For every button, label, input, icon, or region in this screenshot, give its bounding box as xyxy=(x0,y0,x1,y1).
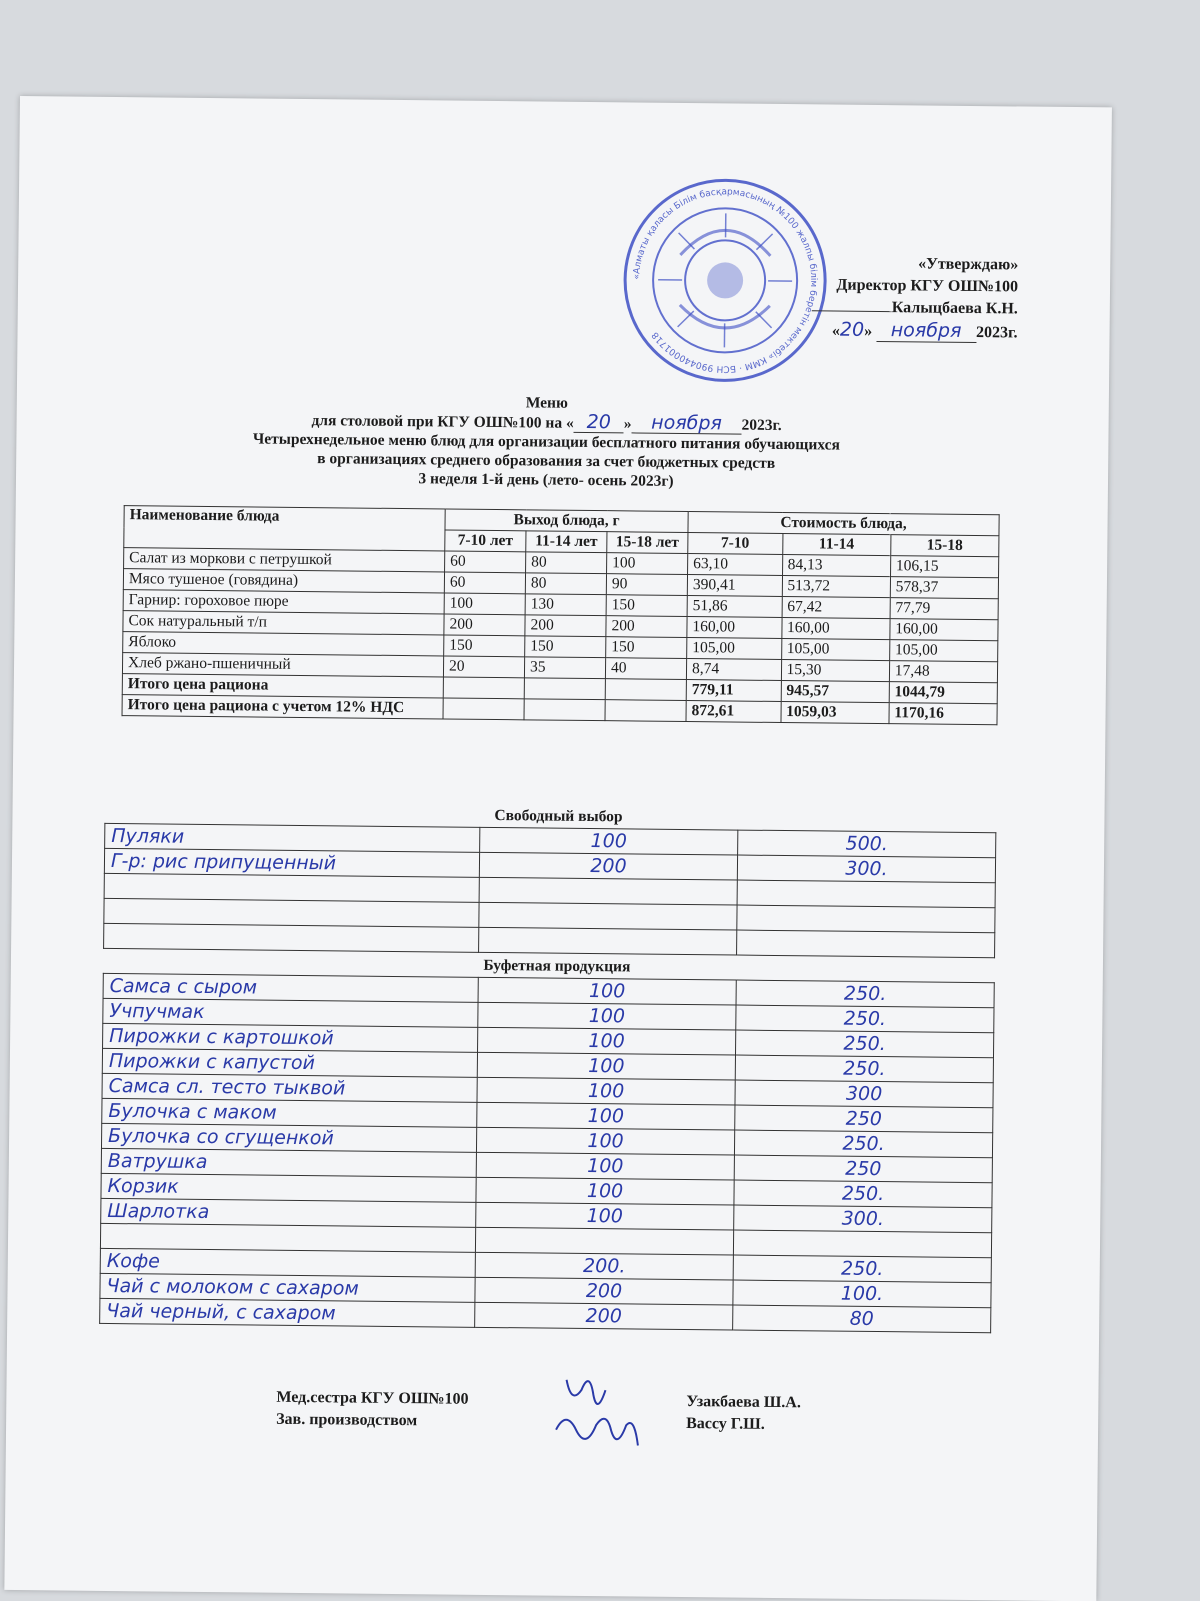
approval-date-month: ноября xyxy=(876,319,976,343)
signature-right2: Вассу Г.Ш. xyxy=(686,1413,886,1437)
buffet-cell-qty: 100 xyxy=(478,1002,736,1030)
buffet-cell-price: 250. xyxy=(735,1030,993,1058)
approval-date-day: 20 xyxy=(840,319,864,341)
buffet-cell-price: 250. xyxy=(735,1055,993,1083)
menu-cell-o2: 80 xyxy=(525,573,606,595)
buffet-cell-qty: 100 xyxy=(476,1202,734,1230)
free-choice-cell-price xyxy=(737,880,995,908)
menu-cell-o3: 90 xyxy=(606,574,687,596)
buffet-cell-name: Чай с молоком с сахаром xyxy=(100,1273,475,1302)
title-line2-day: 20 xyxy=(574,413,624,434)
buffet-cell-qty: 200 xyxy=(475,1302,733,1330)
menu-cell-o2: 150 xyxy=(525,636,606,658)
free-choice-cell-qty xyxy=(479,877,737,905)
menu-cell-c2: 15,30 xyxy=(781,660,889,682)
approval-line2: Директор КГУ ОШ№100 xyxy=(718,273,1018,298)
menu-cell-name: Салат из моркови с петрушкой xyxy=(124,548,445,572)
menu-cell-c3: 578,37 xyxy=(890,577,998,599)
buffet-cell-name: Учпучмак xyxy=(103,998,478,1027)
menu-cell-o1: 200 xyxy=(444,614,525,636)
menu-cell-c1: 51,86 xyxy=(687,596,782,618)
menu-cell-c1: 160,00 xyxy=(687,617,782,639)
age-header: 15-18 лет xyxy=(607,532,688,554)
total-label: Итого цена рациона xyxy=(122,674,443,698)
menu-cell-c3: 77,79 xyxy=(890,598,998,620)
menu-cell-name: Гарнир: гороховое пюре xyxy=(123,590,444,614)
buffet-cell-name: Булочка с маком xyxy=(102,1098,477,1127)
free-choice-cell-name: Г-р: рис припущенный xyxy=(104,848,479,877)
menu-cell-c2: 513,72 xyxy=(782,576,890,598)
col-header-output: Выход блюда, г xyxy=(445,509,688,533)
free-choice-cell-qty xyxy=(479,927,737,955)
buffet-cell-name: Корзик xyxy=(101,1173,476,1202)
menu-cell-o1: 150 xyxy=(444,635,525,657)
free-choice-cell-name: Пуляки xyxy=(105,823,480,852)
buffet-cell-name: Шарлотка xyxy=(101,1198,476,1227)
menu-cell-c2: 160,00 xyxy=(781,618,889,640)
title-line2-mid: » xyxy=(624,415,632,432)
free-choice-table xyxy=(103,823,996,958)
free-choice-cell-price xyxy=(737,905,995,933)
title-line2-suffix: 2023г. xyxy=(741,417,781,434)
menu-cell-c1: 105,00 xyxy=(687,638,782,660)
buffet-cell-price: 250. xyxy=(736,1005,994,1033)
buffet-cell-name: Пирожки с капустой xyxy=(102,1048,477,1077)
menu-cell-o2: 35 xyxy=(524,657,605,679)
total-vat-value: 872,61 xyxy=(686,701,781,723)
menu-cell-name: Мясо тушеное (говядина) xyxy=(123,569,444,593)
buffet-cell-qty: 100 xyxy=(476,1177,734,1205)
menu-cell-name: Яблоко xyxy=(123,632,444,656)
menu-cell-c1: 63,10 xyxy=(688,554,783,576)
buffet-cell-qty xyxy=(475,1227,733,1255)
buffet-cell-name: Чай черный, с сахаром xyxy=(100,1298,475,1327)
title-line4: в организациях среднего образования за счет бюджетных средств xyxy=(116,447,976,475)
menu-cell-c3: 105,00 xyxy=(889,640,997,662)
buffet-cell-price: 300 xyxy=(735,1080,993,1108)
menu-cell-c1: 390,41 xyxy=(687,575,782,597)
buffet-cell-qty: 100 xyxy=(478,977,736,1005)
free-choice-cell-qty: 200 xyxy=(479,852,737,880)
menu-cell-c1: 8,74 xyxy=(686,659,781,681)
buffet-cell-price: 250. xyxy=(733,1255,991,1283)
buffet-cell-qty: 200 xyxy=(475,1277,733,1305)
buffet-cell-price: 80 xyxy=(733,1305,991,1333)
buffet-cell-qty: 100 xyxy=(477,1077,735,1105)
col-header-cost: Стоимость блюда, xyxy=(688,512,999,536)
free-choice-cell-price xyxy=(737,930,995,958)
menu-cell-o2: 80 xyxy=(526,552,607,574)
total-value: 779,11 xyxy=(686,680,781,702)
total-value: 1044,79 xyxy=(889,682,997,704)
buffet-cell-price: 250. xyxy=(734,1180,992,1208)
handwritten-signature-icon xyxy=(546,1360,667,1471)
buffet-cell-price: 250. xyxy=(734,1130,992,1158)
free-choice-title: Свободный выбор xyxy=(120,803,996,830)
menu-cell-c3: 17,48 xyxy=(889,661,997,683)
menu-cell-c2: 105,00 xyxy=(781,639,889,661)
signature-left1: Мед.сестра КГУ ОШ№100 xyxy=(276,1387,836,1415)
total-vat-value: 1059,03 xyxy=(781,701,889,723)
document-title: Меню xyxy=(117,389,977,417)
free-choice-cell-name xyxy=(104,923,479,952)
buffet-cell-name xyxy=(100,1223,475,1252)
col-header-name: Наименование блюда xyxy=(124,506,445,551)
free-choice-cell-name xyxy=(104,873,479,902)
buffet-cell-name: Булочка со сгущенкой xyxy=(101,1123,476,1152)
buffet-cell-qty: 100 xyxy=(477,1052,735,1080)
buffet-cell-price: 100. xyxy=(733,1280,991,1308)
signature-left2: Зав. производством xyxy=(276,1409,836,1437)
buffet-cell-price: 300. xyxy=(734,1205,992,1233)
age-header: 7-10 xyxy=(688,533,783,555)
buffet-cell-name: Кофе xyxy=(100,1248,475,1277)
total-vat-label: Итого цена рациона с учетом 12% НДС xyxy=(122,695,443,719)
buffet-cell-name: Ватрушка xyxy=(101,1148,476,1177)
document-page xyxy=(4,96,1112,1601)
age-header: 7-10 лет xyxy=(445,530,526,552)
menu-cell-o3: 150 xyxy=(606,595,687,617)
menu-cell-o3: 100 xyxy=(607,553,688,575)
buffet-table xyxy=(99,973,995,1333)
buffet-cell-price: 250 xyxy=(735,1105,993,1133)
total-value: 945,57 xyxy=(781,681,889,703)
buffet-cell-qty: 100 xyxy=(478,1027,736,1055)
menu-cell-o2: 200 xyxy=(525,615,606,637)
signature-right1: Узакбаева Ш.А. xyxy=(686,1391,886,1415)
menu-cell-name: Сок натуральный т/п xyxy=(123,611,444,635)
free-choice-cell-qty xyxy=(479,902,737,930)
buffet-cell-price: 250 xyxy=(734,1155,992,1183)
approval-line1: «Утверждаю» xyxy=(718,251,1018,276)
buffet-cell-qty: 200. xyxy=(475,1252,733,1280)
menu-cell-o1: 20 xyxy=(443,656,524,678)
free-choice-cell-qty: 100 xyxy=(480,827,738,855)
approval-line3: Калыцбаева К.Н. xyxy=(892,299,1018,317)
title-line2-month: ноября xyxy=(631,413,741,434)
buffet-cell-qty: 100 xyxy=(476,1127,734,1155)
title-line3: Четырехнедельное меню блюд для организации бесплатного питания обучающихся xyxy=(116,428,976,456)
menu-cell-o1: 100 xyxy=(444,593,525,615)
age-header: 15-18 xyxy=(891,535,999,557)
age-header: 11-14 xyxy=(782,534,890,556)
menu-cell-o3: 150 xyxy=(606,637,687,659)
menu-cell-o2: 130 xyxy=(525,594,606,616)
buffet-title: Буфетная продукция xyxy=(119,953,995,980)
menu-table xyxy=(122,505,1000,725)
menu-cell-c2: 84,13 xyxy=(782,555,890,577)
menu-cell-c3: 160,00 xyxy=(890,619,998,641)
menu-cell-c3: 106,15 xyxy=(890,556,998,578)
free-choice-cell-name xyxy=(104,898,479,927)
approval-date-year: 2023г. xyxy=(976,324,1018,341)
age-header: 11-14 лет xyxy=(526,531,607,553)
buffet-cell-name: Пирожки с картошкой xyxy=(103,1023,478,1052)
free-choice-cell-price: 500. xyxy=(738,830,996,858)
document-title-block xyxy=(116,389,977,494)
buffet-cell-name: Самса с сыром xyxy=(103,973,478,1002)
buffet-cell-name: Самса сл. тесто тыквой xyxy=(102,1073,477,1102)
stamp-ring-text: «Алматы қаласы Білім басқармасының №100 жалпы білім беретін мектебі» КММ · БСН 990440001718 xyxy=(631,186,819,374)
free-choice-cell-price: 300. xyxy=(737,855,995,883)
title-line5: 3 неделя 1-й день (лето- осень 2023г) xyxy=(116,466,976,494)
buffet-cell-price xyxy=(733,1230,991,1258)
menu-cell-o3: 200 xyxy=(606,616,687,638)
menu-cell-name: Хлеб ржано-пшеничный xyxy=(122,653,443,677)
approval-block: «Утверждаю» Директор КГУ ОШ№100 Калыцбаева К.Н. «20» ноября 2023г. xyxy=(717,251,1018,344)
total-vat-value: 1170,16 xyxy=(889,703,997,725)
title-line2-prefix: для столовой при КГУ ОШ№100 на « xyxy=(311,412,573,432)
menu-cell-o3: 40 xyxy=(605,658,686,680)
menu-cell-o1: 60 xyxy=(444,572,525,594)
menu-cell-o1: 60 xyxy=(445,551,526,573)
buffet-cell-qty: 100 xyxy=(477,1102,735,1130)
buffet-cell-price: 250. xyxy=(736,980,994,1008)
menu-cell-c2: 67,42 xyxy=(782,597,890,619)
buffet-cell-qty: 100 xyxy=(476,1152,734,1180)
